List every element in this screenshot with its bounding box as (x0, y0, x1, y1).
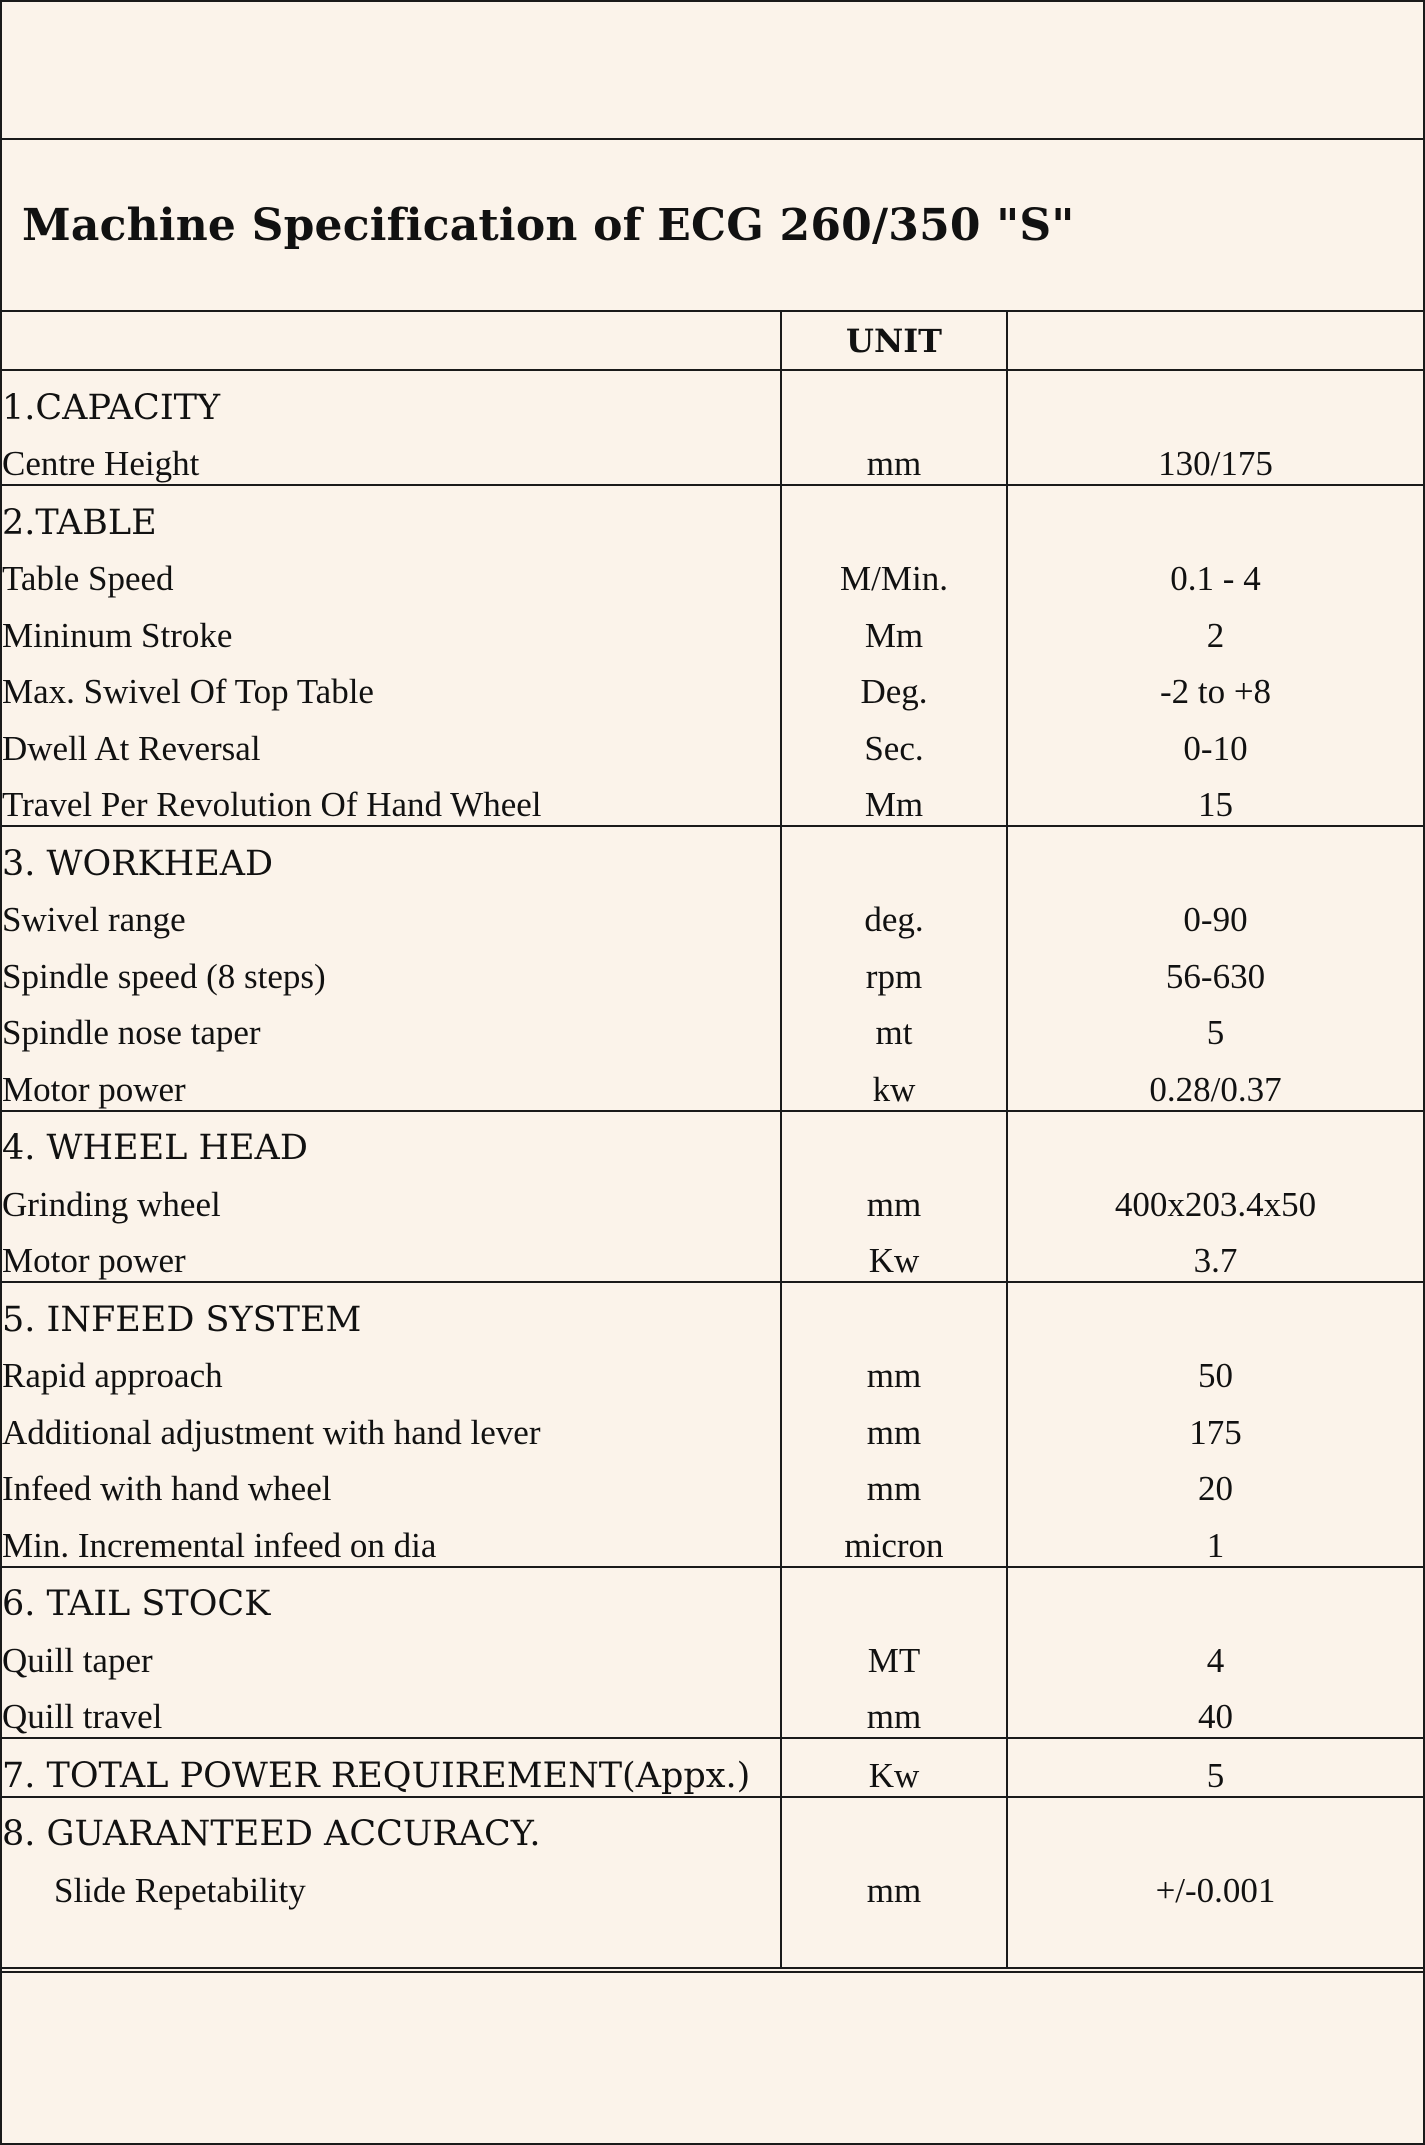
row-unit: mm (781, 428, 1007, 486)
empty-cell (2, 1911, 781, 1969)
empty-cell (781, 1111, 1007, 1169)
row-unit: deg. (781, 884, 1007, 941)
table-row (2, 1053, 1423, 1111)
row-value: +/-0.001 (1007, 1854, 1423, 1911)
spec-table (2, 312, 1423, 1969)
section-row (2, 1738, 1423, 1797)
table-row (2, 884, 1423, 941)
table-row (2, 1854, 1423, 1911)
spec-body (2, 370, 1423, 1968)
row-value: 400x203.4x50 (1007, 1168, 1423, 1225)
row-unit: mm (781, 1340, 1007, 1397)
table-row (2, 1453, 1423, 1510)
row-unit: Mm (781, 769, 1007, 827)
table-row (2, 599, 1423, 656)
row-label: Motor power (2, 1225, 781, 1283)
row-unit: M/Min. (781, 543, 1007, 600)
section-row (2, 485, 1423, 543)
table-row (2, 1396, 1423, 1453)
empty-cell (1007, 1797, 1423, 1855)
header-col-value (1007, 312, 1423, 370)
row-unit: mm (781, 1396, 1007, 1453)
section-row (2, 1567, 1423, 1625)
row-value: 3.7 (1007, 1225, 1423, 1283)
table-row (2, 1340, 1423, 1397)
empty-cell (781, 826, 1007, 884)
section-row (2, 1797, 1423, 1855)
table-row (2, 769, 1423, 827)
section-value: 5 (1007, 1738, 1423, 1797)
row-unit: rpm (781, 940, 1007, 997)
empty-cell (781, 1911, 1007, 1969)
row-unit: kw (781, 1053, 1007, 1111)
row-value: 130/175 (1007, 428, 1423, 486)
row-unit: Mm (781, 599, 1007, 656)
empty-cell (1007, 485, 1423, 543)
row-value: 0-10 (1007, 712, 1423, 769)
section-unit: Kw (781, 1738, 1007, 1797)
row-label: Swivel range (2, 900, 186, 939)
row-value: 56-630 (1007, 940, 1423, 997)
title-row (2, 140, 1423, 312)
row-label: Slide Repetability (54, 1870, 306, 1910)
row-value: 0.28/0.37 (1007, 1053, 1423, 1111)
row-label: Grinding wheel (2, 1184, 221, 1224)
row-value: 1 (1007, 1509, 1423, 1567)
row-label: Table Speed (2, 559, 174, 598)
row-value: -2 to +8 (1007, 656, 1423, 713)
header-col-parameter (2, 312, 781, 370)
row-unit: mt (781, 997, 1007, 1054)
section-title: 2.TABLE (2, 502, 157, 543)
table-row (2, 940, 1423, 997)
table-row (2, 712, 1423, 769)
row-value: 0-90 (1007, 884, 1423, 941)
section-row (2, 826, 1423, 884)
empty-cell (1007, 1282, 1423, 1340)
row-label: Mininum Stroke (2, 615, 233, 655)
table-row (2, 1225, 1423, 1283)
row-value: 0.1 - 4 (1007, 543, 1423, 600)
table-row (2, 1168, 1423, 1225)
row-value: 2 (1007, 599, 1423, 656)
spacer-row (2, 1911, 1423, 1969)
row-label: Spindle nose taper (2, 1013, 261, 1052)
section-row (2, 1282, 1423, 1340)
empty-cell (1007, 1111, 1423, 1169)
row-value: 20 (1007, 1453, 1423, 1510)
section-title: 4. WHEEL HEAD (2, 1128, 308, 1168)
empty-cell (781, 485, 1007, 543)
empty-cell (781, 1567, 1007, 1625)
row-label: Centre Height (2, 428, 781, 486)
section-title: 5. INFEED SYSTEM (2, 1299, 362, 1340)
row-unit: Deg. (781, 656, 1007, 713)
row-label: Quill taper (2, 1640, 153, 1680)
empty-cell (781, 1797, 1007, 1855)
empty-cell (781, 370, 1007, 428)
row-unit: micron (781, 1509, 1007, 1567)
table-header (2, 312, 1423, 370)
row-label: Rapid approach (2, 1356, 223, 1395)
table-row (2, 543, 1423, 600)
row-label: Travel Per Revolution Of Hand Wheel (2, 769, 781, 827)
section-title: 6. TAIL STOCK (2, 1584, 271, 1624)
section-title: 7. TOTAL POWER REQUIREMENT(Appx.) (2, 1738, 781, 1797)
row-label: Min. Incremental infeed on dia (2, 1509, 781, 1567)
row-value: 40 (1007, 1681, 1423, 1739)
empty-cell (1007, 1911, 1423, 1969)
row-label: Spindle speed (8 steps) (2, 956, 326, 996)
section-title: 8. GUARANTEED ACCURACY. (2, 1814, 541, 1854)
row-unit: Kw (781, 1225, 1007, 1283)
row-label: Additional adjustment with hand lever (2, 1412, 541, 1452)
header-col-unit: UNIT (781, 312, 1007, 370)
row-unit: mm (781, 1168, 1007, 1225)
row-unit: Sec. (781, 712, 1007, 769)
row-value: 15 (1007, 769, 1423, 827)
row-value: 4 (1007, 1624, 1423, 1681)
row-unit: MT (781, 1624, 1007, 1681)
row-label: Dwell At Reversal (2, 728, 261, 768)
top-blank-band (2, 2, 1423, 140)
section-title: 1.CAPACITY (2, 387, 221, 428)
row-unit: mm (781, 1854, 1007, 1911)
row-value: 50 (1007, 1340, 1423, 1397)
row-label: Max. Swivel Of Top Table (2, 672, 374, 711)
row-value: 5 (1007, 997, 1423, 1054)
empty-cell (1007, 826, 1423, 884)
row-value: 175 (1007, 1396, 1423, 1453)
section-title: 3. WORKHEAD (2, 843, 274, 884)
row-label: Infeed with hand wheel (2, 1469, 332, 1508)
table-row (2, 656, 1423, 713)
bottom-divider (2, 1971, 1423, 1973)
row-label: Quill travel (2, 1681, 781, 1739)
table-row (2, 1624, 1423, 1681)
row-unit: mm (781, 1453, 1007, 1510)
page-title: Machine Specification of ECG 260/350 "S" (22, 199, 1075, 251)
section-row (2, 370, 1423, 428)
section-row (2, 1111, 1423, 1169)
table-row (2, 428, 1423, 486)
empty-cell (1007, 1567, 1423, 1625)
table-row (2, 1509, 1423, 1567)
row-unit: mm (781, 1681, 1007, 1739)
empty-cell (781, 1282, 1007, 1340)
table-row (2, 1681, 1423, 1739)
table-row (2, 997, 1423, 1054)
row-label: Motor power (2, 1053, 781, 1111)
empty-cell (1007, 370, 1423, 428)
